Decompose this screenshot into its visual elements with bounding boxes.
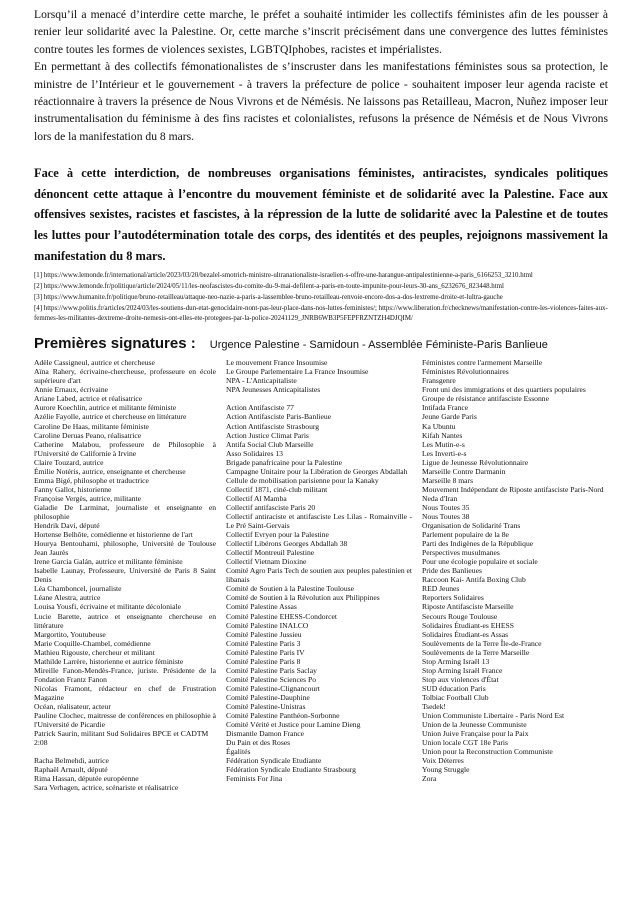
reference-3: [3] https://www.humanite.fr/politique/bruno-retailleau/attaque-neo-nazie-a-paris-a-lassemblee-bruno-retailleau-renvoie-encore-dos-a-dos-lextreme-droite-et-lultra-gauche bbox=[34, 293, 503, 301]
signatory-item: Dismantle Damon France bbox=[226, 729, 305, 739]
signatory-item: Adèle Cassigneul, autrice et chercheuse bbox=[34, 358, 155, 368]
signatory-item: Intifada France bbox=[422, 403, 469, 413]
signatory-item: Comité Palestine INALCO bbox=[226, 620, 309, 630]
signatory-item: Pride des Banlieues bbox=[422, 566, 482, 576]
signatory-item: RED Jeunes bbox=[422, 584, 460, 594]
signatory-item: Asso Solidaires 13 bbox=[226, 448, 283, 458]
signatory-item: Emma Bigé, philosophe et traductrice bbox=[34, 475, 149, 485]
signatory-item: Parti des Indigènes de la République bbox=[422, 539, 534, 549]
signatory-item: Comité Palestine Jussieu bbox=[226, 629, 302, 639]
signatory-item: Neda d'Iran bbox=[422, 493, 458, 503]
signatures-title: Premières signatures : bbox=[34, 335, 196, 353]
signatory-item: Océan, réalisateur, acteur bbox=[34, 701, 111, 711]
signatory-item: Comité Agro Paris Tech de soutien aux peuples palestinien et libanais bbox=[226, 566, 412, 585]
signatory-item: Hendrik Davi, député bbox=[34, 521, 100, 531]
signatory-item: Le mouvement France Insoumise bbox=[226, 358, 328, 368]
signatory-item: Léane Alestra, autrice bbox=[34, 593, 101, 603]
signatory-item: Nicolas Framont, rédacteur en chef de Frustration Magazine bbox=[34, 683, 216, 702]
intro-paragraph-1: Lorsqu’il a menacé d’interdire cette marche, le préfet a souhaité intimider les collectifs féministes afin de les pousser à renier leur solidarité avec la Palestine. Or, cette marche s’inscrit précisément dans une convergence des luttes féministes contre toutes les formes de violences sexistes, LGBTQIphobes, racistes et impérialistes. bbox=[34, 8, 608, 56]
signatory-item: Pauline Clochec, maitresse de conférences en philosophie à l'Université de Picardie bbox=[34, 711, 216, 730]
signatory-item: Union pour la Reconstruction Communiste bbox=[422, 747, 553, 757]
signatory-item: Irene Garcia Galán, autrice et militante féministe bbox=[34, 557, 183, 567]
signatory-item: Voix Déterres bbox=[422, 756, 464, 766]
signatory-item: Collectif antiraciste et antifasciste Les Lilas - Romainville - Le Pré Saint-Gervais bbox=[226, 512, 412, 531]
signatory-item: NPA Jeunesses Anticapitalistes bbox=[226, 385, 321, 395]
signatures-columns bbox=[34, 358, 608, 792]
signatories-individuals-column bbox=[34, 358, 216, 792]
signatory-item: Du Pain et des Roses bbox=[226, 738, 291, 748]
signatory-item: Comité Palestine-Clignancourt bbox=[226, 683, 320, 693]
signatory-item: Émilie Notéris, autrice, enseignante et chercheuse bbox=[34, 466, 186, 476]
signatory-item: Égalités bbox=[226, 747, 251, 757]
signatory-item: Comité de Soutien à la Révolution aux Philippines bbox=[226, 593, 380, 603]
signatory-item: Comité Palestine Paris IV bbox=[226, 647, 305, 657]
reference-2: [2] https://www.lemonde.fr/politique/article/2024/05/11/les-neofascistes-du-comite-du-9-mai-defilent-a-paris-en-toute-impunite-pour-leurs-30-ans_6232676_823448.html bbox=[34, 283, 504, 291]
signatory-item: Cellule de mobilisation parisienne pour la Kanaky bbox=[226, 475, 379, 485]
signatory-item: Comité Palestine-Unistras bbox=[226, 701, 306, 711]
signatory-item: Comité Palestine Sciences Po bbox=[226, 674, 317, 684]
signatory-item: Comité Palestine-Dauphine bbox=[226, 692, 310, 702]
signatory-item: Pour une écologie populaire et sociale bbox=[422, 557, 538, 567]
signatory-item: Fanny Gallot, historienne bbox=[34, 484, 112, 494]
signatory-item: 2:08 bbox=[34, 738, 48, 748]
signatory-item: Féministes contre l'armement Marseille bbox=[422, 358, 543, 368]
signatory-item: Le Groupe Parlementaire La France Insoumise bbox=[226, 367, 369, 377]
signatory-item: Collectif antifasciste Paris 20 bbox=[226, 502, 316, 512]
signatory-item: Lucie Barette, autrice et enseignante chercheuse en littérature bbox=[34, 611, 216, 630]
signatory-item: Collectif Evryen pour la Palestine bbox=[226, 530, 329, 540]
signatory-item: Groupe de résistance antifasciste Essonne bbox=[422, 394, 549, 404]
signatory-item: Collectif 1871, ciné-club militant bbox=[226, 484, 328, 494]
signatory-item: Raphaël Arnault, député bbox=[34, 765, 108, 775]
reference-4: [4] https://www.politis.fr/articles/2024/03/les-soutiens-dun-etat-genocidaire-nont-pas-leur-place-dans-nos-luttes-feministes/; https://www.liberation.fr/checknews/manifestation-contre-les-violences-faites-aux-femmes-les-militantes-dextreme-droite-nemesis-ont-elles-ete-protegees-par-la-police-20241129_JNRB6WB3P5FEPFRZNTZH4DJQIM/ bbox=[34, 304, 608, 323]
signatory-item: Fransgenre bbox=[422, 376, 456, 386]
signatory-item: Comité Palestine Paris 8 bbox=[226, 656, 301, 666]
signatory-item: Comité de Soutien à la Palestine Toulouse bbox=[226, 584, 354, 594]
signatory-item: Union locale CGT 18e Paris bbox=[422, 738, 508, 748]
signatory-item: SUD éducation Paris bbox=[422, 683, 486, 693]
signatory-item: Mireille Fanon-Mendès-France, juriste. Présidente de la Fondation Frantz Fanon bbox=[34, 665, 216, 684]
signatory-item: Collectif Al Mamba bbox=[226, 493, 287, 503]
signatory-item: Fédération Syndicale Etudiante Strasbourg bbox=[226, 765, 356, 775]
signatory-item: Patrick Saurin, militant Sud Solidaires BPCE et CADTM bbox=[34, 729, 209, 739]
signatory-item: Union de la Jeunesse Communiste bbox=[422, 720, 527, 730]
signatory-item: Claire Touzard, autrice bbox=[34, 457, 104, 467]
signatory-item: Marseille Contre Darmanin bbox=[422, 466, 506, 476]
signatory-item: Féministes Révolutionnaires bbox=[422, 367, 509, 377]
signatory-item: Racha Belmehdi, autrice bbox=[34, 756, 109, 766]
signatory-item: Louisa Yousfi, écrivaine et militante décoloniale bbox=[34, 602, 181, 612]
signatory-item: Marseille 8 mars bbox=[422, 475, 474, 485]
signatory-item: Mathilde Larrère, historienne et autrice féministe bbox=[34, 656, 184, 666]
signatory-item: Perspectives musulmanes bbox=[422, 548, 500, 558]
signatory-item: Fédération Syndicale Etudiante bbox=[226, 756, 322, 766]
signatory-item: Ariane Labed, actrice et réalisatrice bbox=[34, 394, 143, 404]
signatory-item: Comité Palestine Paris Saclay bbox=[226, 665, 317, 675]
signatory-item: Les Inverti-e-s bbox=[422, 448, 467, 458]
signatory-item: Organisation de Solidarité Trans bbox=[422, 521, 521, 531]
signatory-item: Front uni des immigrations et des quartiers populaires bbox=[422, 385, 586, 395]
signatures-header bbox=[34, 335, 608, 352]
signatory-item: Mouvement Indépendant de Riposte antifasciste Paris-Nord bbox=[422, 484, 604, 494]
signatory-item: Margortito, Youtubeuse bbox=[34, 629, 106, 639]
signatory-item: Collectif Libérons Georges Abdallah 38 bbox=[226, 539, 348, 549]
signatory-item: Riposte Antifasciste Marseille bbox=[422, 602, 514, 612]
signatory-item: Action Justice Climat Paris bbox=[226, 430, 309, 440]
signatory-item: Action Antifasciste 77 bbox=[226, 403, 294, 413]
references-list bbox=[34, 271, 608, 325]
signatory-item: Hortense Belhôte, comédienne et historienne de l'art bbox=[34, 530, 193, 540]
signatory-item: Catherine Malabou, professeure de Philosophie à l'Université de Californie à Irvine bbox=[34, 439, 216, 458]
signatories-organisations-column-1 bbox=[226, 358, 412, 792]
signatory-item: Aïna Rahery, écrivaine-chercheuse, professeure en école supérieure d'art bbox=[34, 367, 216, 386]
signatory-item: Comité Palestine Assas bbox=[226, 602, 297, 612]
signatory-item: Léa Chamboncel, journaliste bbox=[34, 584, 122, 594]
signatories-organisations-column-2 bbox=[422, 358, 608, 792]
signatory-item: Hourya Bentouhami, philosophe, Université de Toulouse Jean Jaurès bbox=[34, 539, 216, 558]
signatory-item: Rima Hassan, députée européenne bbox=[34, 774, 139, 784]
signatory-item: Ligue de Jeunesse Révolutionnaire bbox=[422, 457, 529, 467]
signatory-item: Jeune Garde Paris bbox=[422, 412, 477, 422]
signatory-item: Françoise Vergès, autrice, militante bbox=[34, 493, 142, 503]
signatory-item: Nous Toutes 35 bbox=[422, 502, 470, 512]
call-to-action-paragraph: Face à cette interdiction, de nombreuses organisations féministes, antiracistes, syndicales politiques dénoncent cette attaque à l’encontre du mouvement féministe et de solidarité avec la Palestine. Face aux offensives sexistes, racistes et fascistes, à la répression de la lutte de solidarité avec la Palestine et de toutes les luttes pour l’autodétermination totale des corps, des identités et des peuples, rejoignons massivement la manifestation du 8 mars. bbox=[34, 166, 608, 263]
signatory-item: Zora bbox=[422, 774, 437, 784]
signatures-lead-organisations: Urgence Palestine - Samidoun - Assemblée Féministe-Paris Banlieue bbox=[209, 339, 548, 352]
signatory-item: Sara Verhagen, actrice, scénariste et réalisatrice bbox=[34, 783, 179, 793]
signatory-item: Soulèvements de la Terre Île-de-France bbox=[422, 638, 542, 648]
signatory-item: Stop Arming Israël France bbox=[422, 665, 503, 675]
signatory-item: Young Struggle bbox=[422, 765, 470, 775]
signatory-item: Stop aux violences d'État bbox=[422, 674, 499, 684]
document-page bbox=[34, 6, 608, 792]
signatory-item: Solidaires Étudiant-es Assas bbox=[422, 629, 509, 639]
signatory-item: Action Antifasciste Paris-Banlieue bbox=[226, 412, 332, 422]
signatory-item: Collectif Vietnam Dioxine bbox=[226, 557, 307, 567]
signatory-item: Stop Arming Israël 13 bbox=[422, 656, 490, 666]
signatory-item: Campagne Unitaire pour la Libération de Georges Abdallah bbox=[226, 466, 408, 476]
signatory-item: Parlement populaire de la 8e bbox=[422, 530, 509, 540]
signatory-item: Secours Rouge Toulouse bbox=[422, 611, 498, 621]
intro-paragraph-2: En permettant à des collectifs fémonationalistes de s’inscruster dans les manifestations féministes sous sa protection, le ministre de l’Intérieur et le gouvernement - à travers la préfecture de police - souhaitent imposer leur agenda raciste et réactionnaire à travers la présence de Nous Vivrons et de Némésis. Ne laissons pas Retailleau, Macron, Nuñez imposer leur instrumentalisation du féminisme à des fins racistes et colonialistes, refusons la présence de Némésis et de Nous Vivrons lors de la manifestation du 8 mars. bbox=[34, 60, 608, 143]
signatory-item: Solidaires Étudiant-es EHESS bbox=[422, 620, 514, 630]
signatory-item: Union Communiste Libertaire - Paris Nord Est bbox=[422, 711, 565, 721]
signatory-item: Comité Palestine Paris 3 bbox=[226, 638, 301, 648]
signatory-item: Aurore Koechlin, autrice et militante féministe bbox=[34, 403, 177, 413]
signatory-item: Azélie Fayolle, autrice et chercheuse en littérature bbox=[34, 412, 187, 422]
signatory-item: Ka Ubuntu bbox=[422, 421, 456, 431]
signatory-item: Isabelle Launay, Professeure, Université de Paris 8 Saint Denis bbox=[34, 566, 216, 585]
signatory-item: Comité Palestine EHESS-Condorcet bbox=[226, 611, 337, 621]
signatory-item: Antifa Social Club Marseille bbox=[226, 439, 314, 449]
signatory-item: Soulèvements de la Terre Marseille bbox=[422, 647, 530, 657]
signatory-item bbox=[226, 394, 412, 403]
signatory-item: Annie Ernaux, écrivaine bbox=[34, 385, 109, 395]
signatory-item: Kifah Nantes bbox=[422, 430, 463, 440]
signatory-item: Mathieu Rigouste, chercheur et militant bbox=[34, 647, 155, 657]
signatory-item: Collectif Montreuil Palestine bbox=[226, 548, 315, 558]
signatory-item: Caroline De Haas, militante féministe bbox=[34, 421, 149, 431]
signatory-item: Brigade panafricaine pour la Palestine bbox=[226, 457, 342, 467]
signatory-item: Caroline Deruas Peano, réalisatrice bbox=[34, 430, 142, 440]
signatory-item: Marie Coquille-Chambel, comédienne bbox=[34, 638, 151, 648]
signatory-item: Action Antifasciste Strasbourg bbox=[226, 421, 320, 431]
signatory-item: Tolbiac Football Club bbox=[422, 692, 489, 702]
signatory-item: Reporters Solidaires bbox=[422, 593, 484, 603]
signatory-item: Tsedek! bbox=[422, 701, 446, 711]
signatory-item: Nous Toutes 38 bbox=[422, 512, 470, 521]
reference-1: [1] https://www.lemonde.fr/international/article/2023/03/20/bezalel-smotrich-ministre-ultranationaliste-israelien-s-offre-une-harangue-antipalestinienne-a-paris_6166253_3210.html bbox=[34, 272, 533, 280]
signatory-item: Galadie De Larminat, journaliste et enseignante en philosophie bbox=[34, 502, 216, 521]
signatory-item: Raccoon Kai- Antifa Boxing Club bbox=[422, 575, 526, 585]
signatory-item: Les Mutin-e-s bbox=[422, 439, 465, 449]
signatory-item bbox=[34, 747, 216, 756]
signatory-item: Comité Palestine Panthéon-Sorbonne bbox=[226, 711, 340, 721]
signatory-item: NPA - L'Anticapitaliste bbox=[226, 376, 297, 386]
signatory-item: Comité Vérité et Justice pour Lamine Dieng bbox=[226, 720, 361, 730]
signatory-item: Union Juive Française pour la Paix bbox=[422, 729, 529, 739]
signatory-item: Feminists For Jina bbox=[226, 774, 283, 784]
